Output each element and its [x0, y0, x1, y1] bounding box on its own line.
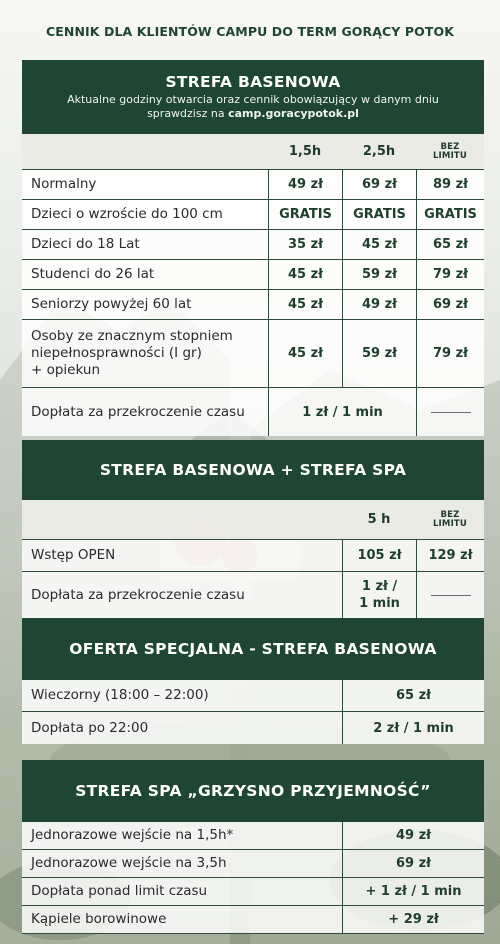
pool-price-header-row — [22, 134, 484, 170]
table-row: Dopłata ponad limit czasu + 1 zł / 1 min — [22, 878, 484, 906]
not-applicable-dash — [416, 388, 484, 436]
special-offer-title: OFERTA SPECJALNA - STREFA BASENOWA — [69, 640, 437, 658]
pool-spa-title: STREFA BASENOWA + STREFA SPA — [99, 461, 407, 479]
table-row: Jednorazowe wejście na 3,5h 69 zł — [22, 850, 484, 878]
page-title: CENNIK DLA KLIENTÓW CAMPU DO TERM GORĄCY POTOK — [45, 24, 455, 39]
column-2-5h: 2,5h — [362, 144, 396, 159]
table-row: Dopłata za przekroczenie czasu 1 zł / 1 min — [22, 388, 484, 436]
table-row: Seniorzy powyżej 60 lat 45 zł 49 zł 69 zł — [22, 290, 484, 320]
website-link[interactable]: camp.goracypotok.pl — [228, 107, 359, 120]
table-row: Wstęp OPEN 105 zł 129 zł — [22, 540, 484, 572]
not-applicable-dash — [416, 572, 484, 618]
table-row: Dopłata za przekroczenie czasu 1 zł / 1 min — [22, 572, 484, 618]
spa-zone-section — [22, 760, 484, 934]
subtitle-line-1: Aktualne godziny otwarcia oraz cennik obowiązujący w danym dniu — [67, 93, 439, 106]
table-row: Normalny 49 zł 69 zł 89 zł — [22, 170, 484, 200]
pool-zone-subtitle — [22, 93, 484, 121]
pool-spa-section — [22, 440, 484, 618]
pool-zone-title: STREFA BASENOWA — [165, 73, 341, 91]
pool-spa-header-row — [22, 500, 484, 540]
column-5h: 5 h — [367, 512, 391, 527]
special-offer-section — [22, 618, 484, 744]
table-row: Wieczorny (18:00 – 22:00) 65 zł — [22, 680, 484, 712]
subtitle-line-2: sprawdzisz na camp.goracypotok.pl — [147, 107, 359, 120]
table-row: Dopłata po 22:00 2 zł / 1 min — [22, 712, 484, 744]
column-1-5h: 1,5h — [288, 144, 322, 159]
spa-zone-title: STREFA SPA „GRZYSNO PRZYJEMNOŚĆ” — [75, 782, 431, 800]
table-row: Osoby ze znacznym stopniem niepełnosprawności (I gr) + opiekun 45 zł 59 zł 79 zł — [22, 320, 484, 388]
table-row: Dzieci do 18 Lat 35 zł 45 zł 65 zł — [22, 230, 484, 260]
table-row: Dzieci o wzroście do 100 cm GRATIS GRATIS GRATIS — [22, 200, 484, 230]
table-row: Studenci do 26 lat 45 zł 59 zł 79 zł — [22, 260, 484, 290]
column-unlimited: BEZ LIMITU — [432, 141, 468, 161]
pool-zone-section — [22, 60, 484, 436]
table-row: Jednorazowe wejście na 1,5h* 49 zł — [22, 822, 484, 850]
table-row: Kąpiele borowinowe + 29 zł — [22, 906, 484, 934]
column-unlimited: BEZ LIMITU — [432, 509, 468, 529]
pool-zone-header — [22, 60, 484, 134]
